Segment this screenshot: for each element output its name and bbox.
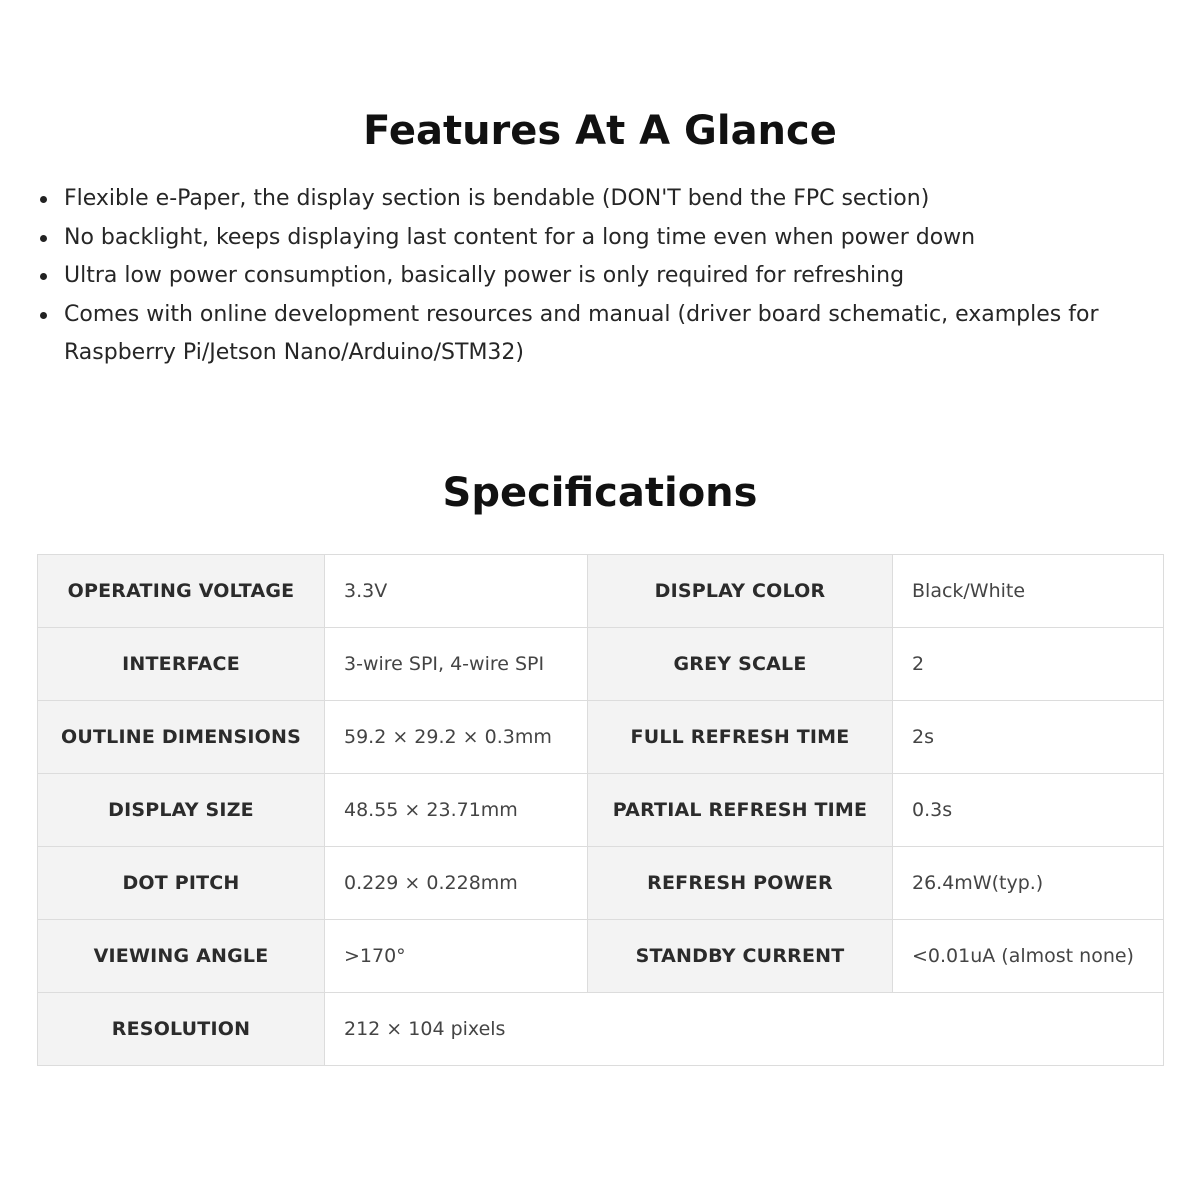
spec-value: <0.01uA (almost none) <box>893 920 1164 993</box>
spec-label: PARTIAL REFRESH TIME <box>588 774 893 847</box>
spec-value: 0.229 × 0.228mm <box>325 847 588 920</box>
table-row <box>38 847 1164 920</box>
specifications-table <box>37 554 1164 1066</box>
spec-label: DISPLAY SIZE <box>38 774 325 847</box>
spec-label: REFRESH POWER <box>588 847 893 920</box>
spec-label: OPERATING VOLTAGE <box>38 555 325 628</box>
spec-label: DISPLAY COLOR <box>588 555 893 628</box>
feature-item: No backlight, keeps displaying last content for a long time even when power down <box>37 219 1127 258</box>
table-row <box>38 555 1164 628</box>
table-row <box>38 993 1164 1066</box>
spec-value: 2 <box>893 628 1164 701</box>
spec-value: 3.3V <box>325 555 588 628</box>
feature-item: Comes with online development resources and manual (driver board schematic, examples for Raspberry Pi/Jetson Nano/Arduino/STM32) <box>37 296 1127 373</box>
features-list <box>37 180 1127 373</box>
spec-value: 0.3s <box>893 774 1164 847</box>
spec-value: 26.4mW(typ.) <box>893 847 1164 920</box>
spec-label: DOT PITCH <box>38 847 325 920</box>
spec-label: VIEWING ANGLE <box>38 920 325 993</box>
spec-label: RESOLUTION <box>38 993 325 1066</box>
table-row <box>38 920 1164 993</box>
features-title: Features At A Glance <box>363 108 837 154</box>
spec-label: FULL REFRESH TIME <box>588 701 893 774</box>
spec-value: Black/White <box>893 555 1164 628</box>
spec-value: 59.2 × 29.2 × 0.3mm <box>325 701 588 774</box>
table-row <box>38 628 1164 701</box>
spec-value: >170° <box>325 920 588 993</box>
spec-value: 212 × 104 pixels <box>325 993 1164 1066</box>
feature-item: Flexible e-Paper, the display section is bendable (DON'T bend the FPC section) <box>37 180 1127 219</box>
feature-item: Ultra low power consumption, basically power is only required for refreshing <box>37 257 1127 296</box>
specifications-title: Specifications <box>442 470 758 516</box>
spec-label: STANDBY CURRENT <box>588 920 893 993</box>
spec-value: 2s <box>893 701 1164 774</box>
spec-value: 3-wire SPI, 4-wire SPI <box>325 628 588 701</box>
spec-value: 48.55 × 23.71mm <box>325 774 588 847</box>
spec-label: OUTLINE DIMENSIONS <box>38 701 325 774</box>
table-row <box>38 774 1164 847</box>
table-row <box>38 701 1164 774</box>
spec-label: GREY SCALE <box>588 628 893 701</box>
spec-label: INTERFACE <box>38 628 325 701</box>
